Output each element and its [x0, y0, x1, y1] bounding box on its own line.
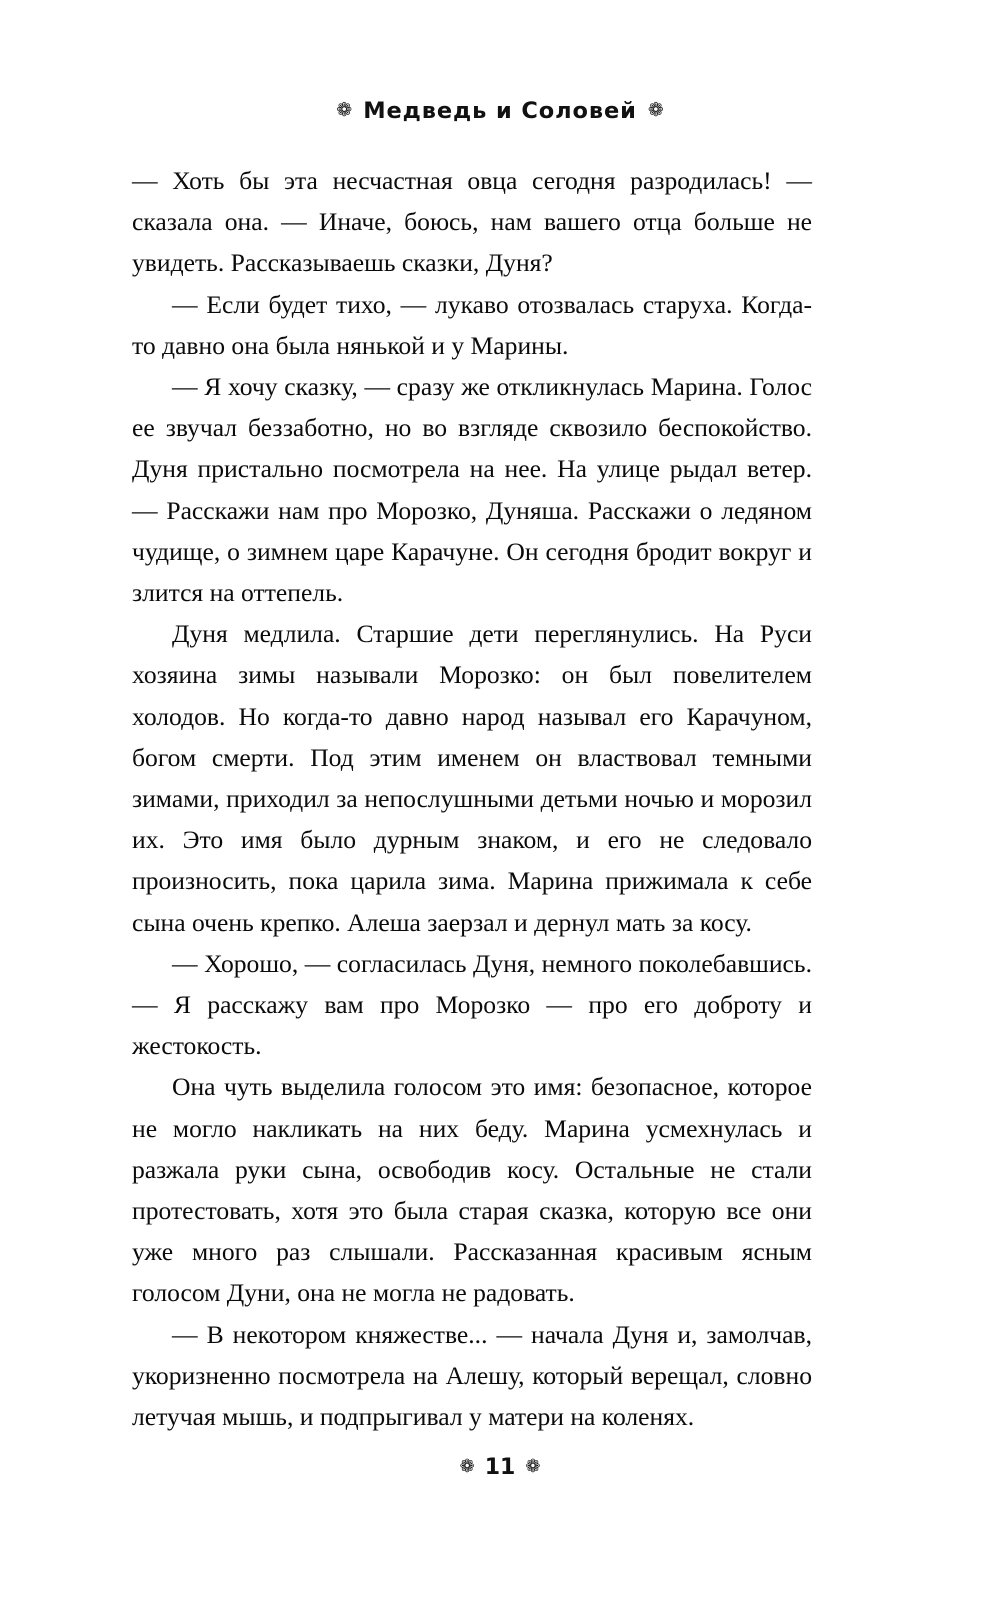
paragraph: — Если будет тихо, — лукаво отозвалась старуха. Когда-то давно она была нянькой и у Марины.	[132, 289, 812, 360]
paragraph: — Хорошо, — согласилась Дуня, немного поколебавшись. — Я расскажу вам про Морозко — про его доброту и жестокость.	[132, 948, 812, 1061]
paragraph: Она чуть выделила голосом это имя: безопасное, которое не могло накликать на них беду. Марина усмехнулась и разжала руки сына, освободив косу. Остальные не стали протестовать, хотя это была старая сказка, которую все они уже много раз слышали. Рассказанная красивым ясным голосом Дуни, она не могла не радовать.	[132, 1072, 812, 1308]
body-text	[132, 160, 812, 1437]
ornament-left-icon: ❁	[336, 99, 353, 121]
page-number-footer	[0, 1455, 1000, 1480]
paragraph: — Я хочу сказку, — сразу же откликнулась Марина. Голос ее звучал беззаботно, но во взгляде сквозило беспокойство. Дуня пристально посмотрела на нее. На улице рыдал ветер. — Расскажи нам про Морозко, Дуняша. Расскажи о ледяном чудище, о зимнем царе Карачуне. Он сегодня бродит вокруг и злится на оттепель.	[132, 372, 812, 608]
page-number: 11	[484, 1455, 516, 1480]
running-head-title: Медведь и Соловей	[363, 98, 637, 124]
ornament-right-icon: ❁	[525, 1456, 541, 1477]
paragraph: Дуня медлила. Старшие дети переглянулись. На Руси хозяина зимы называли Морозко: он был повелителем холодов. Но когда-то давно народ называл его Карачуном, богом смерти. Под этим именем он властвовал темными зимами, приходил за непослушными детьми ночью и морозил их. Это имя было дурным знаком, и его не следовало произносить, пока царила зима. Марина прижимала к себе сына очень крепко. Алеша заерзал и дернул мать за косу.	[132, 619, 812, 937]
paragraph: — В некотором княжестве... — начала Дуня и, замолчав, укоризненно посмотрела на Алешу, который верещал, словно летучая мышь, и подпрыгивал у матери на коленях.	[132, 1319, 812, 1432]
ornament-left-icon: ❁	[459, 1456, 475, 1477]
ornament-right-icon: ❁	[647, 99, 664, 121]
paragraph: — Хоть бы эта несчастная овца сегодня разродилась! — сказала она. — Иначе, боюсь, нам вашего отца больше не увидеть. Рассказываешь сказки, Дуня?	[132, 166, 812, 278]
running-head	[0, 98, 1000, 124]
